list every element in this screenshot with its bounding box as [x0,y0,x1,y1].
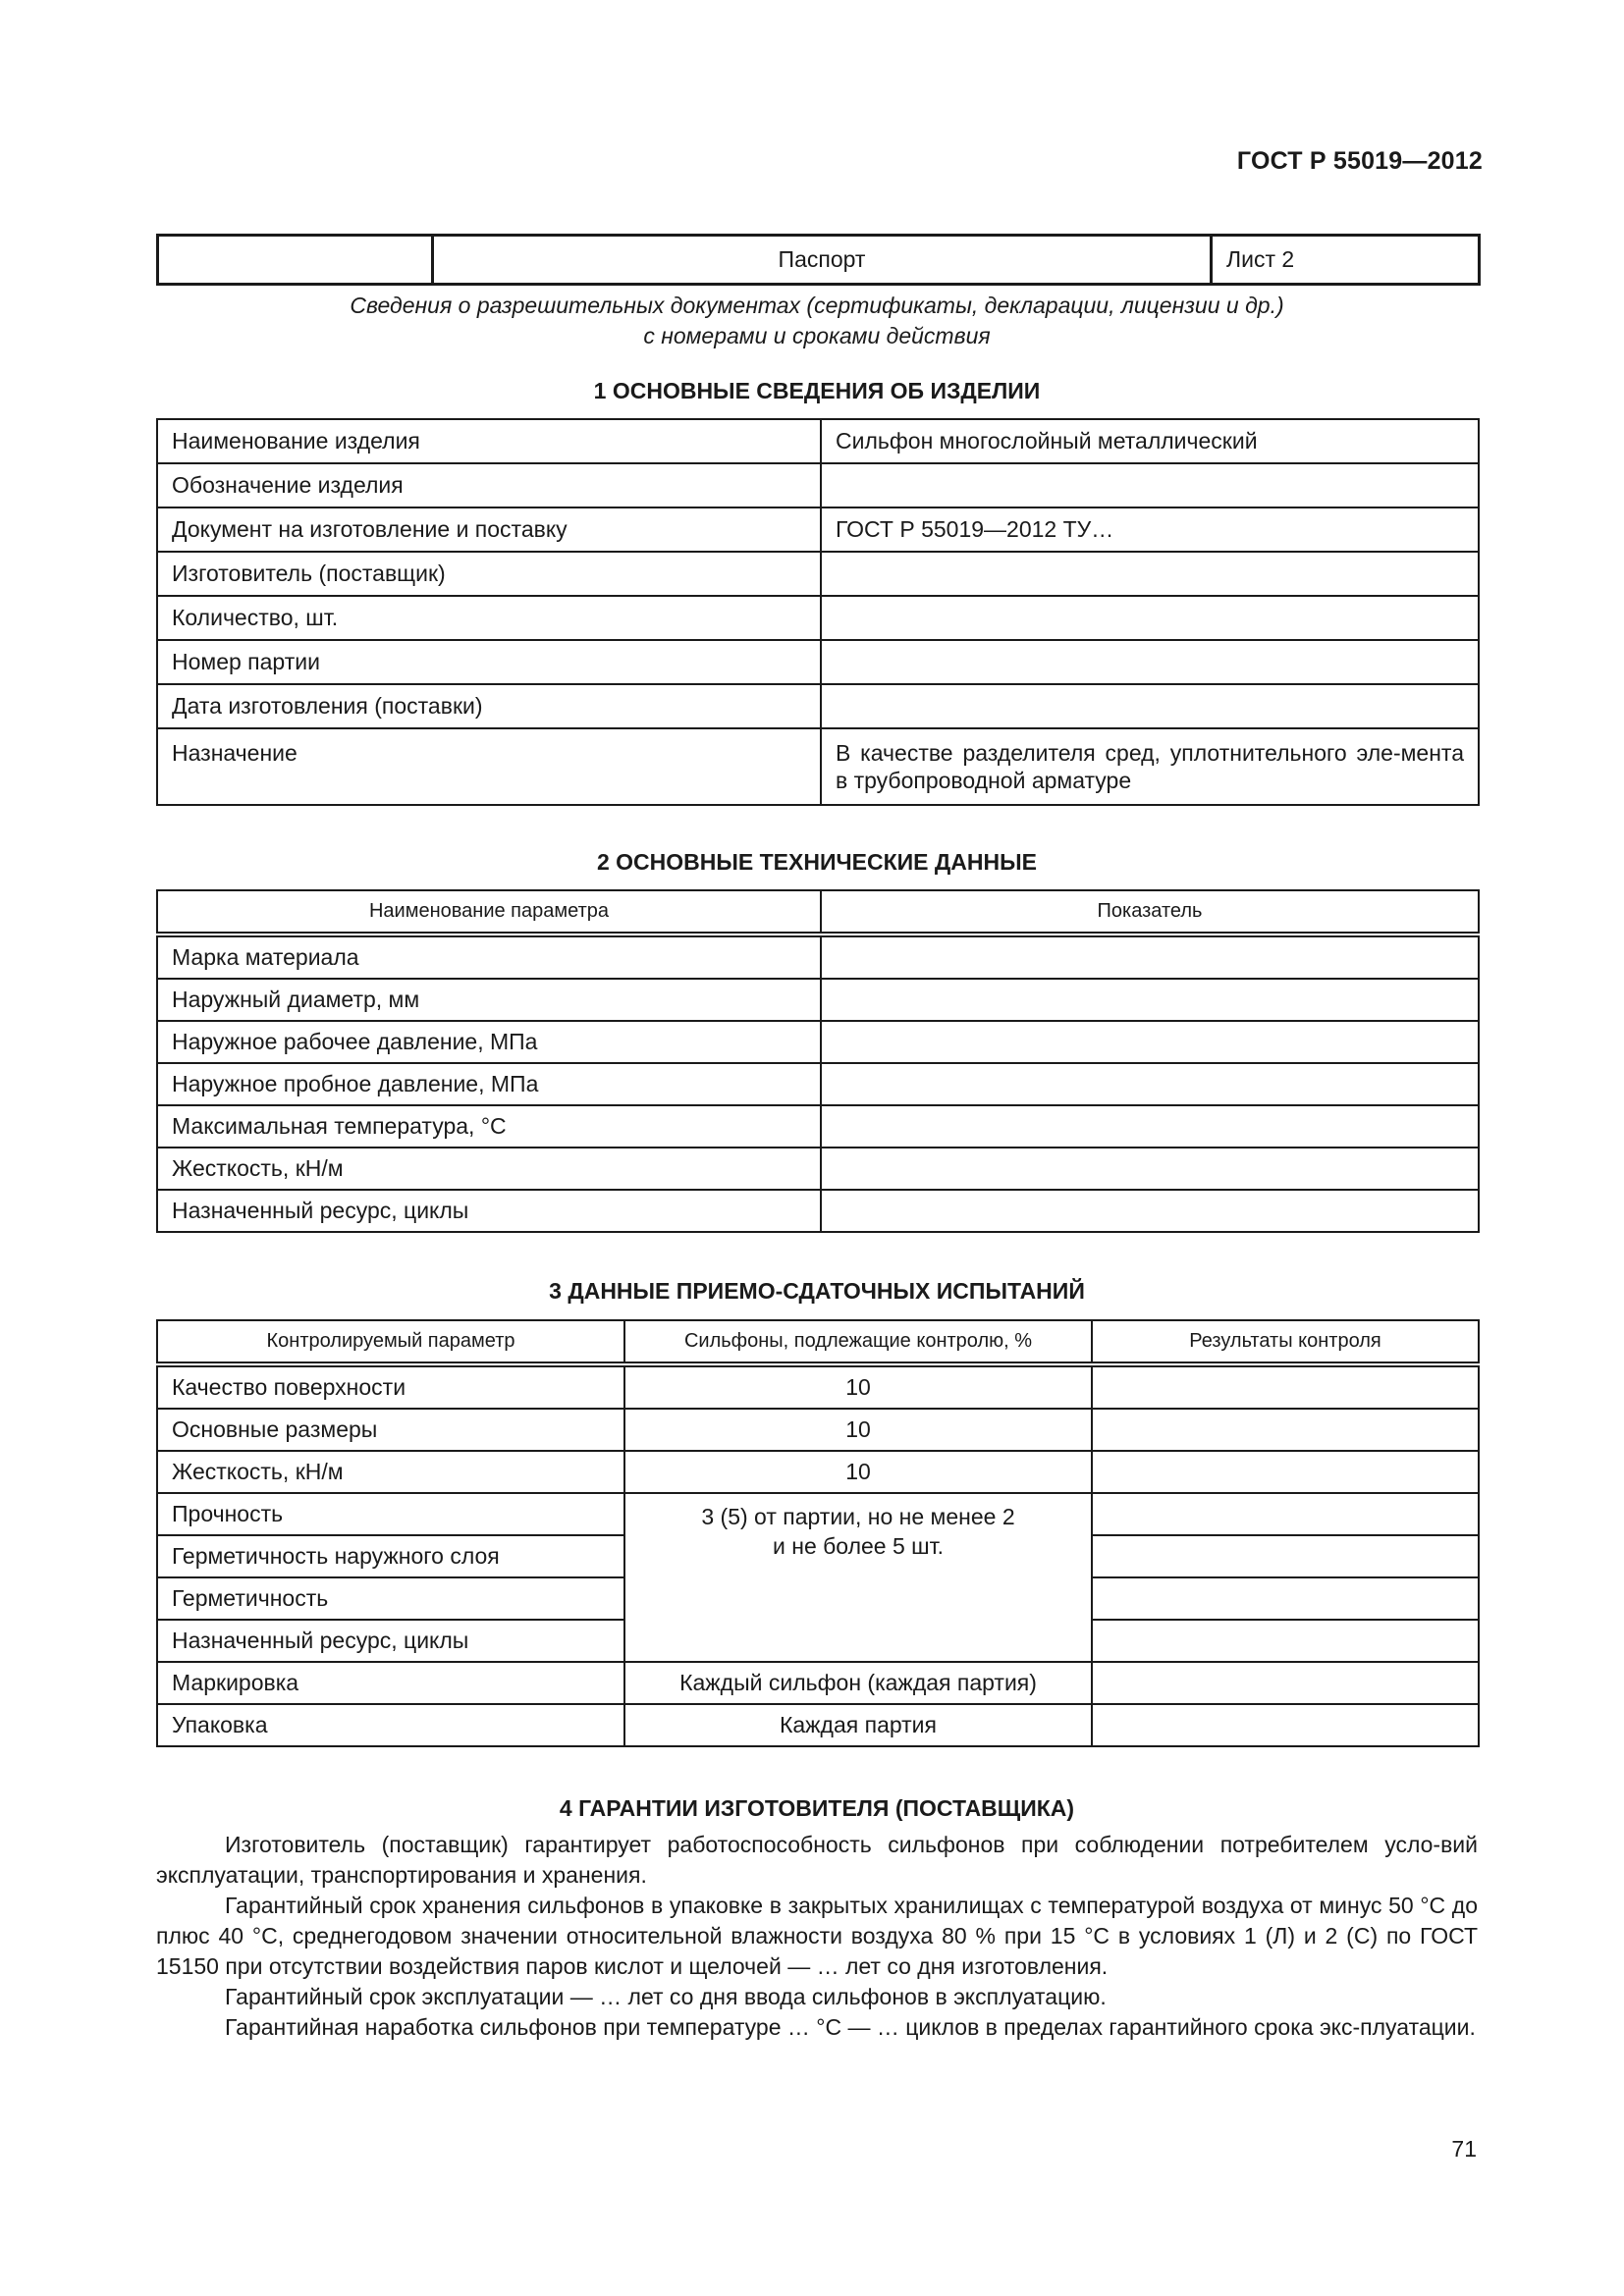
warranty-paragraph: Гарантийный срок эксплуатации — … лет со дня ввода сильфонов в эксплуатацию. [225,1984,1107,2009]
result-value [1092,1451,1479,1493]
percent-value: 10 [624,1409,1092,1451]
row-label: Назначение [157,728,821,805]
table-row [157,1190,1479,1232]
table-row [157,979,1479,1021]
passport-header-row [158,236,1480,285]
merged-percent-line1: 3 (5) от партии, но не менее 2 [701,1504,1015,1529]
passport-title: Паспорт [433,236,1212,285]
warranty-text [156,1830,1478,2043]
table-row [157,1493,1479,1535]
table-row [157,1148,1479,1190]
row-label: Наименование изделия [157,419,821,463]
row-label: Количество, шт. [157,596,821,640]
row-value: В качестве разделителя сред, уплотнительного эле-мента в трубопроводной арматуре [821,728,1479,805]
technical-data-table [156,889,1480,1233]
param-value [821,1021,1479,1063]
percent-value: 10 [624,1451,1092,1493]
document-code: ГОСТ Р 55019—2012 [1236,147,1483,175]
result-value [1092,1535,1479,1577]
section1-title: 1 ОСНОВНЫЕ СВЕДЕНИЯ ОБ ИЗДЕЛИИ [593,378,1041,403]
section2-title: 2 ОСНОВНЫЕ ТЕХНИЧЕСКИЕ ДАННЫЕ [596,849,1037,875]
param-name: Назначенный ресурс, циклы [157,1190,821,1232]
sheet-number: Лист 2 [1212,236,1480,285]
row-value [821,463,1479,507]
param-name: Наружное рабочее давление, МПа [157,1021,821,1063]
table-row [157,684,1479,728]
param-name: Максимальная температура, °С [157,1105,821,1148]
param-name: Основные размеры [157,1409,624,1451]
param-name: Наружный диаметр, мм [157,979,821,1021]
column-header: Контролируемый параметр [157,1320,624,1364]
section3-title: 3 ДАННЫЕ ПРИЕМО-СДАТОЧНЫХ ИСПЫТАНИЙ [549,1278,1085,1304]
table-header-row [157,890,1479,934]
table-row [157,1704,1479,1746]
param-name: Маркировка [157,1662,624,1704]
column-header: Показатель [821,890,1479,934]
product-info-table [156,418,1480,806]
result-value [1092,1409,1479,1451]
param-name: Упаковка [157,1704,624,1746]
permits-note-line2: с номерами и сроками действия [643,323,991,348]
passport-left-cell [158,236,433,285]
percent-value: 10 [624,1364,1092,1409]
param-name: Назначенный ресурс, циклы [157,1620,624,1662]
merged-percent-cell [624,1493,1092,1662]
param-name: Прочность [157,1493,624,1535]
table-row [157,552,1479,596]
passport-header-table [156,234,1481,286]
param-value [821,1063,1479,1105]
row-value [821,684,1479,728]
table-row [157,1105,1479,1148]
result-value [1092,1662,1479,1704]
param-name: Наружное пробное давление, МПа [157,1063,821,1105]
row-value [821,640,1479,684]
param-name: Жесткость, кН/м [157,1451,624,1493]
table-row [157,507,1479,552]
table-row [157,640,1479,684]
result-value [1092,1364,1479,1409]
param-name: Жесткость, кН/м [157,1148,821,1190]
row-label: Обозначение изделия [157,463,821,507]
warranty-paragraph: Изготовитель (поставщик) гарантирует работоспособность сильфонов при соблюдении потребителем усло-вий эксплуатации, транспортирования и хранения. [156,1832,1478,1888]
result-value [1092,1620,1479,1662]
row-value: ГОСТ Р 55019—2012 ТУ… [821,507,1479,552]
merged-percent-line2: и не более 5 шт. [773,1533,944,1559]
table-row [157,728,1479,805]
param-name: Герметичность наружного слоя [157,1535,624,1577]
table-row [157,1021,1479,1063]
section4-title: 4 ГАРАНТИИ ИЗГОТОВИТЕЛЯ (ПОСТАВЩИКА) [559,1795,1075,1821]
table-row [157,1409,1479,1451]
acceptance-tests-table [156,1319,1480,1747]
result-value [1092,1577,1479,1620]
row-label: Номер партии [157,640,821,684]
table-row [157,1662,1479,1704]
param-name: Марка материала [157,934,821,979]
param-name: Герметичность [157,1577,624,1620]
row-value [821,596,1479,640]
table-row [157,934,1479,979]
row-value: Сильфон многослойный металлический [821,419,1479,463]
column-header: Результаты контроля [1092,1320,1479,1364]
param-name: Качество поверхности [157,1364,624,1409]
param-value [821,934,1479,979]
param-value [821,979,1479,1021]
param-value [821,1105,1479,1148]
percent-value: Каждый сильфон (каждая партия) [624,1662,1092,1704]
percent-value: Каждая партия [624,1704,1092,1746]
row-label: Изготовитель (поставщик) [157,552,821,596]
warranty-paragraph: Гарантийная наработка сильфонов при температуре … °С — … циклов в пределах гарантийного срока экс-плуатации. [225,2014,1476,2040]
row-value [821,552,1479,596]
result-value [1092,1493,1479,1535]
table-row [157,596,1479,640]
permits-note [156,291,1478,351]
table-row [157,1364,1479,1409]
row-label: Дата изготовления (поставки) [157,684,821,728]
table-row [157,1063,1479,1105]
row-label: Документ на изготовление и поставку [157,507,821,552]
param-value [821,1148,1479,1190]
column-header: Сильфоны, подлежащие контролю, % [624,1320,1092,1364]
param-value [821,1190,1479,1232]
table-row [157,463,1479,507]
permits-note-line1: Сведения о разрешительных документах (сертификаты, декларации, лицензии и др.) [350,293,1284,318]
warranty-paragraph: Гарантийный срок хранения сильфонов в упаковке в закрытых хранилищах с температурой воздуха от минус 50 °С до плюс 40 °С, среднегодовом значении относительной влажности воздуха 80 % при 15 °С в условиях 1 (Л) и 2 (С) по ГОСТ 15150 при отсутствии воздействия паров кислот и щелочей — … лет со дня изготовления. [156,1893,1478,1979]
table-header-row [157,1320,1479,1364]
result-value [1092,1704,1479,1746]
table-row [157,1451,1479,1493]
column-header: Наименование параметра [157,890,821,934]
page-number: 71 [1451,2136,1477,2162]
table-row [157,419,1479,463]
